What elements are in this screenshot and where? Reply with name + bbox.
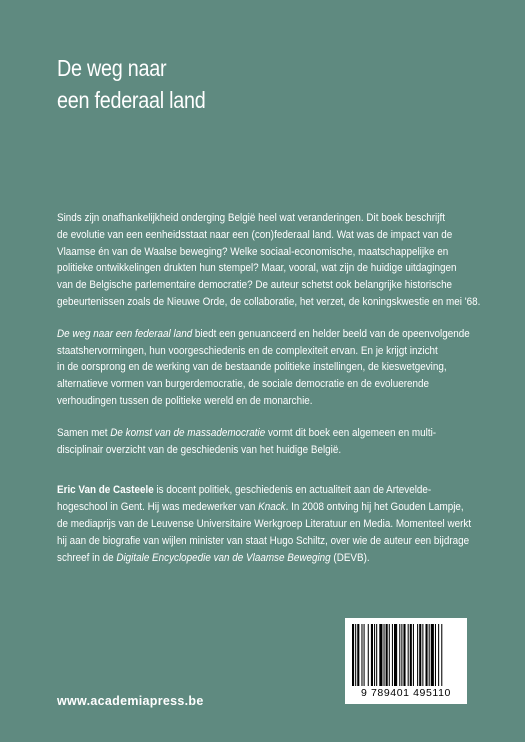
text-line: Sinds zijn onafhankelijkheid onderging België heel wat veranderingen. Dit boek beschrijft xyxy=(57,212,445,224)
barcode-bar xyxy=(435,624,436,686)
text-line: disciplinair overzicht van de geschiedenis van het huidige België. xyxy=(57,443,342,456)
barcode-bar xyxy=(426,624,428,686)
text-line: Vlaamse én van de Waalse beweging? Welke sociaal-economische, maatschappelijke en xyxy=(57,245,449,258)
text-line: politieke ontwikkelingen drukten hun stempel? Maar, vooral, wat zijn de huidige uitdagingen xyxy=(57,262,457,275)
encyclopedia-italic: Digitale Encyclopedie van de Vlaamse Beweging xyxy=(116,551,331,564)
series-paragraph xyxy=(57,425,468,459)
text-line xyxy=(57,499,468,516)
publisher-website: www.academiapress.be xyxy=(57,694,204,708)
text-run: . In 2008 ontving hij het Gouden Lampje, xyxy=(285,501,464,514)
barcode-bar xyxy=(394,624,397,686)
barcode-bar xyxy=(401,624,402,686)
barcode-bar xyxy=(417,624,418,686)
barcode-bar xyxy=(376,624,377,686)
barcode-bar xyxy=(357,624,359,686)
text-run: (DEVB). xyxy=(330,551,370,564)
barcode-bar xyxy=(392,624,393,686)
barcode-bar xyxy=(410,624,412,686)
barcode-bar xyxy=(441,624,442,686)
barcode-bar xyxy=(403,624,405,686)
text-run: biedt een genuanceerd en helder beeld van de opeenvolgende xyxy=(192,327,470,340)
barcode-bar xyxy=(413,624,414,686)
content-paragraph xyxy=(57,326,468,410)
barcode-bar xyxy=(399,624,400,686)
barcode-bar xyxy=(431,624,434,686)
barcode-bar xyxy=(419,624,421,686)
barcode-bar xyxy=(361,624,362,686)
back-cover-text xyxy=(57,210,481,581)
barcode-bar xyxy=(384,624,385,686)
barcode-bar xyxy=(389,624,390,686)
barcode-bar xyxy=(379,624,382,686)
companion-title-italic: De komst van de massademocratie xyxy=(110,426,266,439)
text-line: van de Belgische parlementaire democratie? De auteur schetst ook belangrijke historische xyxy=(57,279,453,292)
text-line: de evolutie van een eenheidsstaat naar een (con)federaal land. Wat was de impact van de xyxy=(57,228,453,241)
barcode-bar xyxy=(438,624,439,686)
barcode-bar xyxy=(408,624,409,686)
title-line-2: een federaal land xyxy=(57,87,206,113)
book-title-italic: De weg naar een federaal land xyxy=(57,327,193,340)
book-title xyxy=(57,52,205,116)
barcode-bar xyxy=(371,624,373,686)
text-run: vormt dit boek een algemeen en multi- xyxy=(265,426,437,439)
barcode-bar xyxy=(352,624,354,686)
barcode-bar xyxy=(368,624,369,686)
text-line: hij aan de biografie van wijlen minister van staat Hugo Schiltz, over wie de auteur een bijdrage xyxy=(57,534,470,547)
text-line: alternatieve vormen van burgerdemocratie, de sociale democratie en de evoluerende xyxy=(57,378,429,391)
text-run: is docent politiek, geschiedenis en actualiteit aan de Artevelde- xyxy=(153,484,432,497)
author-bio xyxy=(57,482,472,566)
text-line xyxy=(57,482,468,499)
text-line: de mediaprijs van de Leuvense Universitaire Werkgroep Literatuur en Media. Momenteel werkt xyxy=(57,517,472,530)
title-line-1: De weg naar xyxy=(57,55,167,81)
barcode-number: 9 789401 495110 xyxy=(361,687,451,699)
barcode-bar xyxy=(374,624,375,686)
magazine-italic: Knack xyxy=(258,501,286,514)
text-line: gebeurtenissen zoals de Nieuwe Orde, de collaboratie, het verzet, de koningskwestie en mei '68. xyxy=(57,295,481,308)
isbn-barcode xyxy=(345,618,467,704)
text-line xyxy=(57,326,468,343)
text-line: staatshervormingen, hun voorgeschiedenis en de complexiteit ervan. En je krijgt inzicht xyxy=(57,344,438,357)
intro-paragraph xyxy=(57,210,481,311)
text-line: in de oorsprong en de werking van de bestaande politieke instellingen, de kieswetgeving, xyxy=(57,361,447,374)
text-line xyxy=(57,425,468,442)
text-line xyxy=(57,550,468,567)
text-run: schreef in de xyxy=(57,551,117,564)
text-run: Samen met xyxy=(57,426,111,439)
barcode-bar xyxy=(364,624,365,686)
barcode-bar xyxy=(355,624,356,686)
barcode-bar xyxy=(422,624,423,686)
text-line: verhoudingen tussen de politieke wereld en de monarchie. xyxy=(57,394,313,407)
text-run: hogeschool in Gent. Hij was medewerker van xyxy=(57,501,259,514)
barcode-bar xyxy=(386,624,388,686)
author-name: Eric Van de Casteele xyxy=(57,484,154,497)
barcode-bar xyxy=(429,624,430,686)
